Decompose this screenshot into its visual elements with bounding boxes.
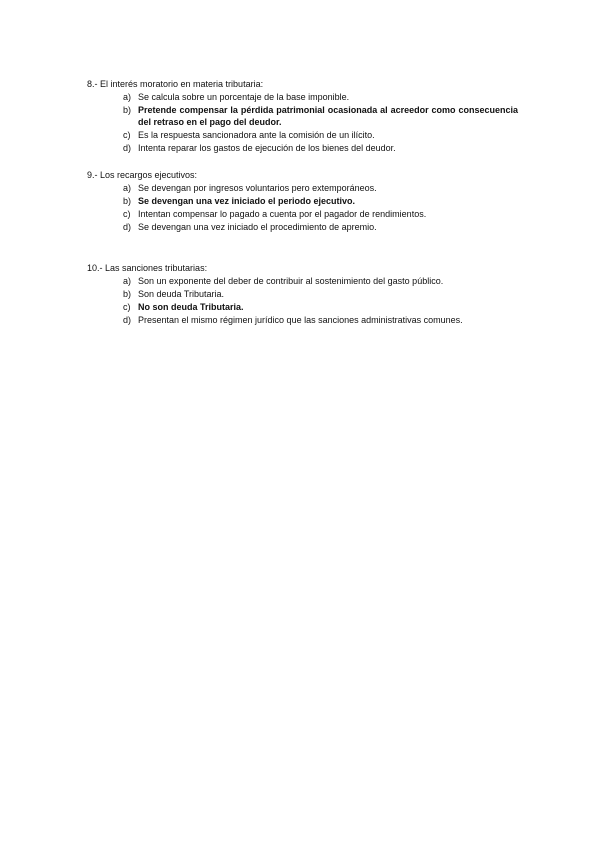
question-10: [87, 262, 527, 327]
option-text: Es la respuesta sancionadora ante la comisión de un ilícito.: [138, 130, 375, 140]
question-9-option-b: [123, 195, 527, 207]
option-letter: d): [123, 222, 132, 232]
question-9-title: 9.- Los recargos ejecutivos:: [87, 170, 198, 180]
option-letter: b): [123, 105, 132, 115]
option-text: Intentan compensar lo pagado a cuenta por el pagador de rendimientos.: [138, 209, 427, 219]
question-8-option-a: [123, 91, 527, 103]
option-letter: a): [123, 92, 132, 102]
option-text: Se devengan una vez iniciado el periodo ejecutivo.: [138, 196, 356, 206]
question-9-option-c: [123, 208, 527, 220]
question-10-option-b: [123, 288, 527, 300]
option-letter: d): [123, 315, 132, 325]
option-text: Se devengan una vez iniciado el procedimiento de apremio.: [138, 222, 377, 232]
option-text: Intenta reparar los gastos de ejecución de los bienes del deudor.: [138, 143, 396, 153]
question-9: [87, 169, 527, 234]
question-9-option-a: [123, 182, 527, 194]
option-letter: a): [123, 183, 132, 193]
option-letter: d): [123, 143, 132, 153]
option-text: Se calcula sobre un porcentaje de la base imponible.: [138, 92, 350, 102]
question-10-option-c: [123, 301, 527, 313]
option-text: Se devengan por ingresos voluntarios pero extemporáneos.: [138, 183, 377, 193]
question-9-option-d: [123, 221, 527, 233]
question-9-options: [87, 182, 527, 233]
question-8-option-b: [123, 104, 527, 128]
option-text: Presentan el mismo régimen jurídico que las sanciones administrativas comunes.: [138, 315, 463, 325]
option-letter: b): [123, 289, 132, 299]
option-text: No son deuda Tributaria.: [138, 302, 244, 312]
option-text: Son deuda Tributaria.: [138, 289, 225, 299]
option-letter: c): [123, 209, 131, 219]
question-8: [87, 78, 527, 155]
option-letter: c): [123, 302, 131, 312]
question-8-title: 8.- El interés moratorio en materia tributaria:: [87, 79, 264, 89]
option-text: Son un exponente del deber de contribuir al sostenimiento del gasto público.: [138, 276, 444, 286]
option-text: Pretende compensar la pérdida patrimonial ocasionada al acreedor como consecuencia del retraso en el pago del deudor.: [138, 105, 518, 127]
option-letter: a): [123, 276, 132, 286]
question-8-option-c: [123, 129, 527, 141]
option-letter: c): [123, 130, 131, 140]
option-letter: b): [123, 196, 132, 206]
question-10-option-d: [123, 314, 527, 326]
question-10-option-a: [123, 275, 527, 287]
question-10-title: 10.- Las sanciones tributarias:: [87, 263, 208, 273]
question-8-option-d: [123, 142, 527, 154]
question-10-options: [87, 275, 527, 326]
question-8-options: [87, 91, 527, 154]
